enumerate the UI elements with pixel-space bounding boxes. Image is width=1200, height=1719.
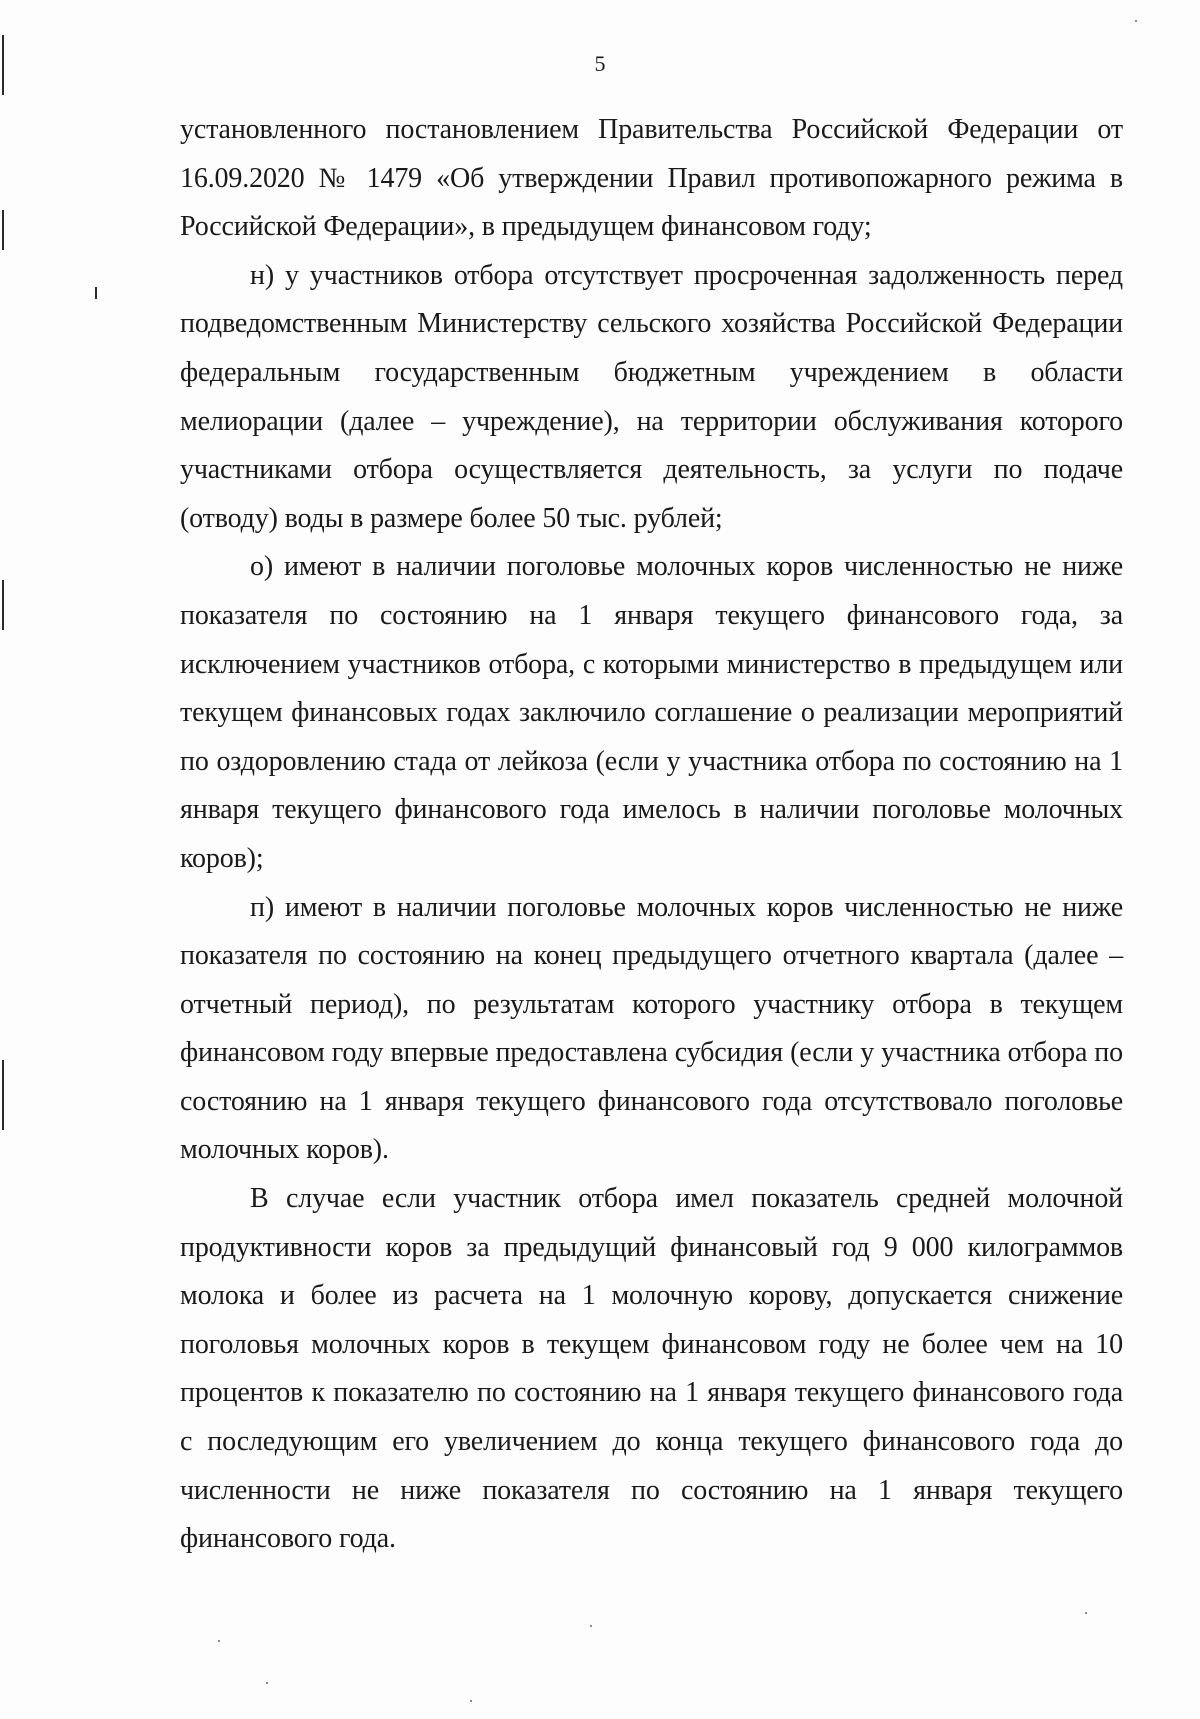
scan-speck [1085, 1612, 1087, 1614]
paragraph-item-o: о) имеют в наличии поголовье молочных коров численностью не ниже показателя по состоянию на 1 января текущего финансового года, за исключением участников отбора, с которыми министерство в предыдущем или текущем финансовых годах заключило соглашение о реализации мероприятий по оздоровлению стада от лейкоза (если у участника отбора по состоянию на 1 января текущего финансового года имелось в наличии поголовье молочных коров); [180, 551, 1123, 874]
scan-speck [218, 1640, 220, 1642]
paragraph-item-n: н) у участников отбора отсутствует просроченная задолженность перед подведомственным Министерству сельского хозяйства Российской Федерации федеральным государственным бюджетным учреждением в области мелиорации (далее – учреждение), на территории обслуживания которого участниками отбора осуществляется деятельность, за услуги по подаче (отводу) воды в размере более 50 тыс. рублей; [180, 259, 1123, 534]
scan-edge-mark [95, 287, 97, 299]
scan-speck [470, 1700, 472, 1702]
paragraph-item-p: п) имеют в наличии поголовье молочных коров численностью не ниже показателя по состоянию на конец предыдущего отчетного квартала (далее – отчетный период), по результатам которого участнику отбора в текущем финансовом году впервые предоставлена субсидия (если у участника отбора по состоянию на 1 января текущего финансового года отсутствовало поголовье молочных коров). [180, 891, 1123, 1166]
page-number: 5 [594, 51, 606, 76]
scan-speck [266, 1682, 268, 1684]
paragraph-continuation: установленного постановлением Правительства Российской Федерации от 16.09.2020 № 1479 «Об утверждении Правил противопожарного режима в Российской Федерации», в предыдущем финансовом году; [180, 114, 1123, 243]
scan-speck [1135, 20, 1137, 22]
scan-edge-mark [2, 580, 4, 630]
scan-speck [590, 1625, 592, 1627]
document-body [180, 106, 1123, 1564]
paragraph-productivity-exception: В случае если участник отбора имел показатель средней молочной продуктивности коров за предыдущий финансовый год 9 000 килограммов молока и более из расчета на 1 молочную корову, допускается снижение поголовья молочных коров в текущем финансовом году не более чем на 10 процентов к показателю по состоянию на 1 января текущего финансового года с последующим его увеличением до конца текущего финансового года до численности не ниже показателя по состоянию на 1 января текущего финансового года. [180, 1183, 1123, 1555]
scan-edge-mark [2, 1060, 4, 1130]
scan-edge-mark [2, 210, 4, 250]
